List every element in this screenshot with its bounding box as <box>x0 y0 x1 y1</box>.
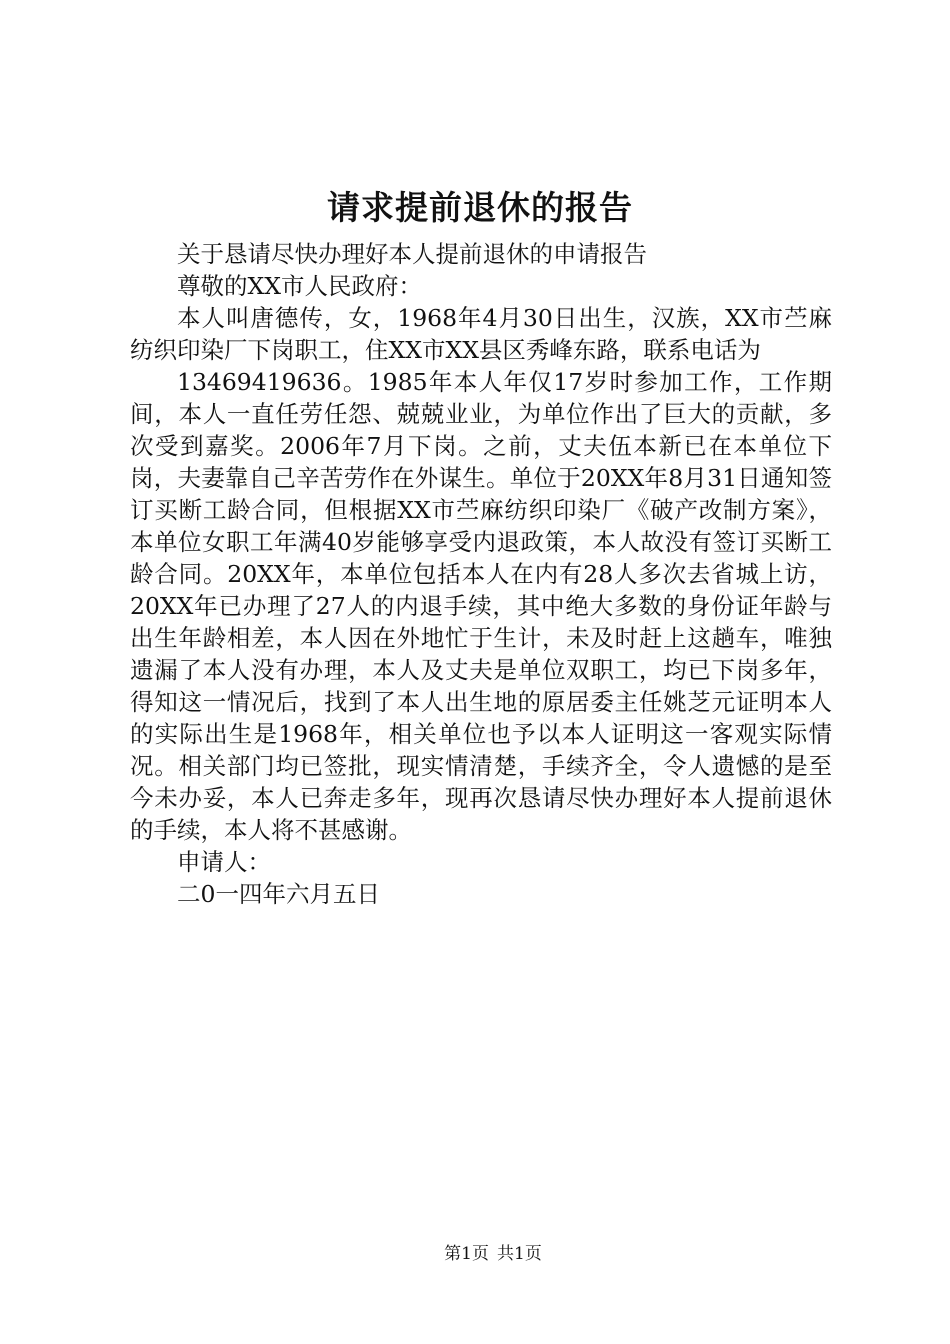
page-total: 共1页 <box>497 1244 542 1264</box>
body-paragraph-intro: 本人叫唐德传，女，1968年4月30日出生，汉族，XX市苎麻纺织印染厂下岗职工，住XX市XX县区秀峰东路，联系电话为 <box>130 304 832 364</box>
document-title: 请求提前退休的报告 <box>327 188 633 227</box>
date-line: 二0一四年六月五日 <box>177 880 380 908</box>
page-footer <box>0 1243 950 1265</box>
salutation: 尊敬的XX市人民政府： <box>177 272 422 300</box>
body-paragraph-main: 13469419636。1985年本人年仅17岁时参加工作，工作期间，本人一直任劳任怨、兢兢业业，为单位作出了巨大的贡献，多次受到嘉奖。2006年7月下岗。之前，丈夫伍本新已在本单位下岗，夫妻靠自己辛苦劳作在外谋生。单位于20XX年8月31日通知签订买断工龄合同，但根据XX市苎麻纺织印染厂《破产改制方案》，本单位女职工年满40岁能够享受内退政策，本人故没有签订买断工龄合同。20XX年，本单位包括本人在内有28人多次去省城上访，20XX年已办理了27人的内退手续，其中绝大多数的身份证年龄与出生年龄相差，本人因在外地忙于生计，未及时赶上这趟车，唯独遗漏了本人没有办理，本人及丈夫是单位双职工，均已下岗多年，得知这一情况后，找到了本人出生地的原居委主任姚芝元证明本人的实际出生是1968年，相关单位也予以本人证明这一客观实际情况。相关部门均已签批，现实情清楚，手续齐全，令人遗憾的是至今未办妥，本人已奔走多年，现再次恳请尽快办理好本人提前退休的手续，本人将不甚感谢。 <box>130 368 832 844</box>
page-number: 第1页 <box>444 1244 489 1264</box>
subject-line: 关于恳请尽快办理好本人提前退休的申请报告 <box>177 240 647 268</box>
document-body <box>130 238 832 910</box>
applicant-signature-line: 申请人： <box>177 848 271 876</box>
